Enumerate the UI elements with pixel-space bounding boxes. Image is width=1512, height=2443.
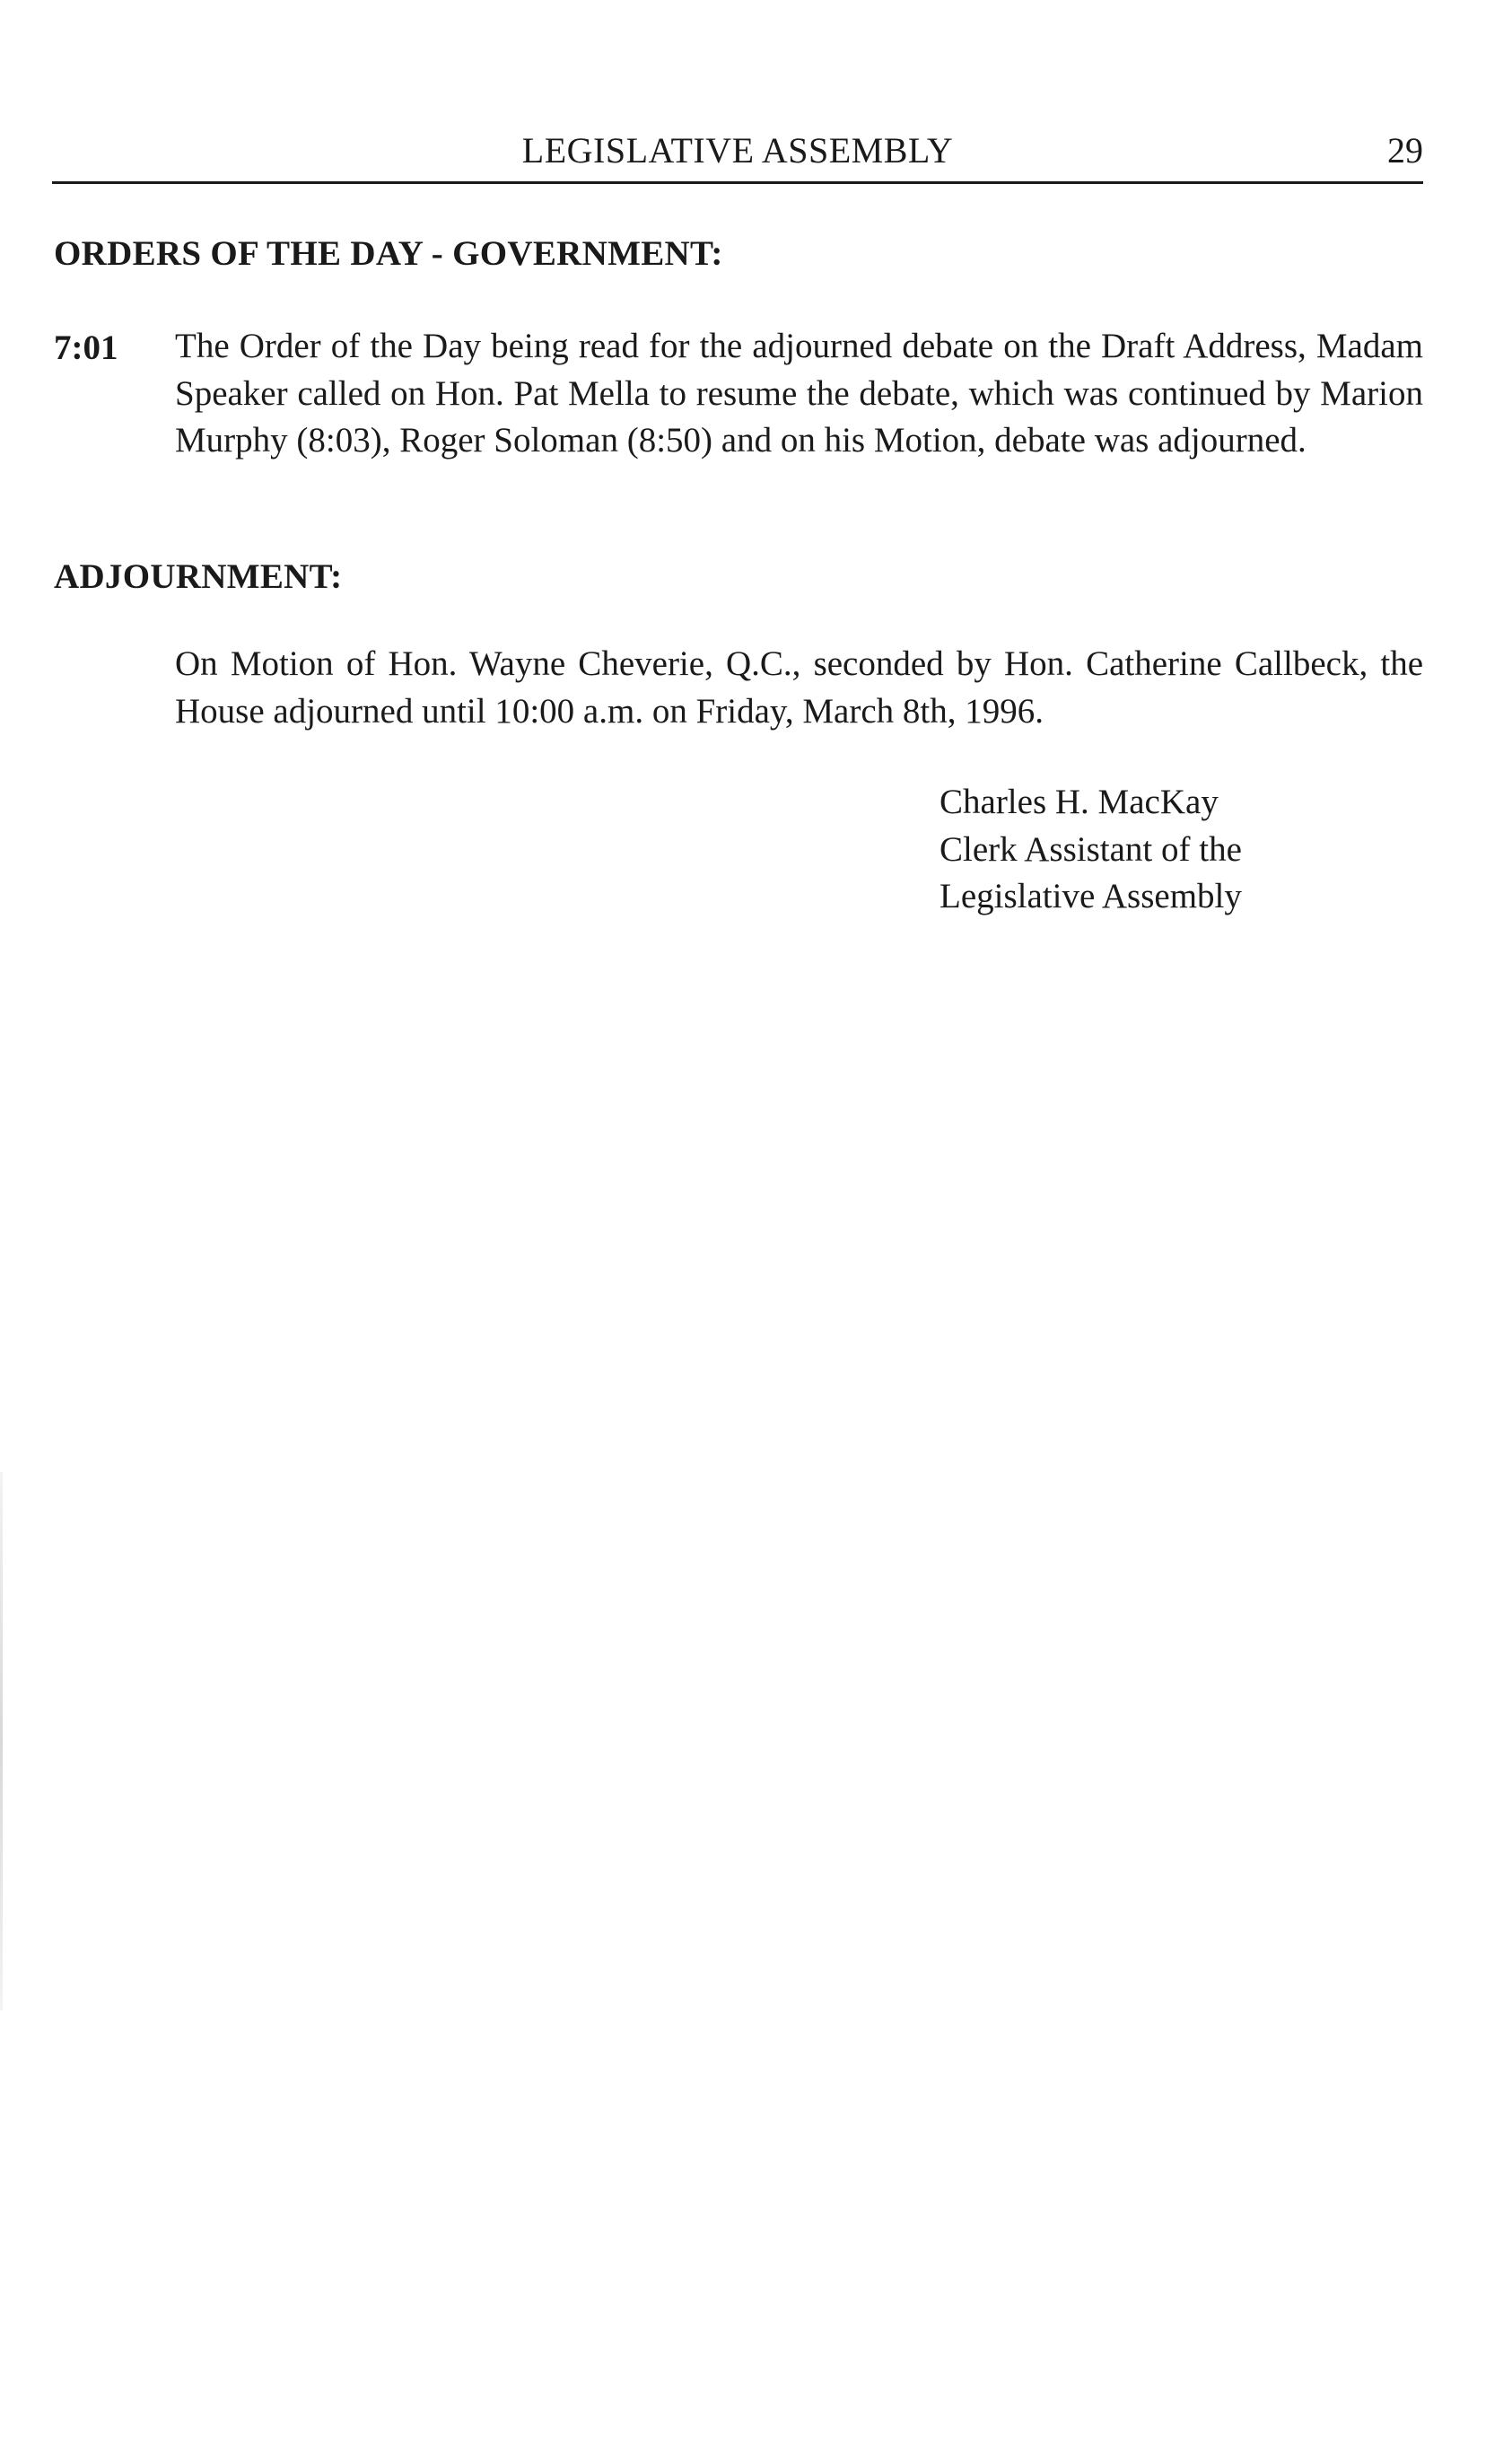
entry-time: 7:01 — [54, 328, 118, 367]
section-heading-orders-of-the-day: ORDERS OF THE DAY - GOVERNMENT: — [54, 234, 723, 273]
section-heading-adjournment: ADJOURNMENT: — [54, 557, 343, 596]
scan-edge-shadow — [0, 1472, 3, 2010]
running-header — [52, 127, 1423, 184]
signature-block — [940, 779, 1242, 921]
running-header-title: LEGISLATIVE ASSEMBLY — [521, 130, 954, 171]
adjournment-paragraph: On Motion of Hon. Wayne Cheverie, Q.C., seconded by Hon. Catherine Callbeck, the House adjourned until 10:00 a.m. on Friday, March 8th, 1996. — [175, 644, 1423, 731]
orders-of-the-day-paragraph: The Order of the Day being read for the adjourned debate on the Draft Address, Madam Speaker called on Hon. Pat Mella to resume the debate, which was continued by Marion Murphy (8:03), Roger Soloman (8:50) and on his Motion, debate was adjourned. — [175, 327, 1423, 460]
signature-title-line-2: Legislative Assembly — [940, 877, 1242, 915]
page-number: 29 — [1387, 130, 1423, 171]
signature-name: Charles H. MacKay — [940, 783, 1219, 821]
signature-title-line-1: Clerk Assistant of the — [940, 829, 1242, 869]
